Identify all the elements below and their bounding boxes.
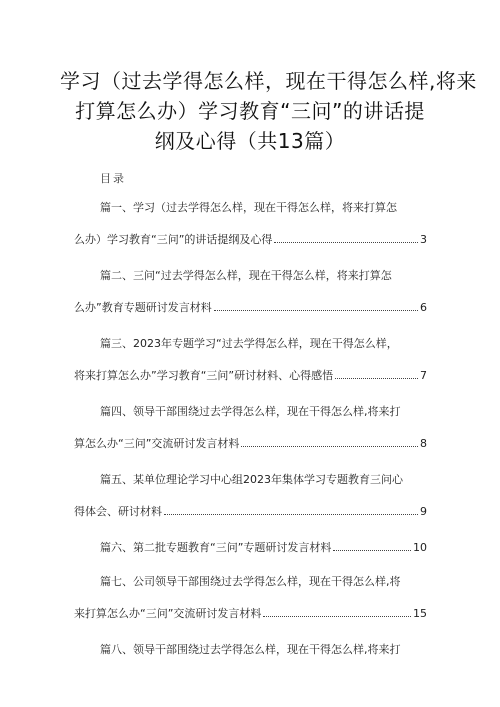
toc-page-number: 10 <box>413 541 427 554</box>
document-title <box>60 66 477 156</box>
toc-entry[interactable] <box>60 637 435 667</box>
title-line-3: 纲及心得（共13篇） <box>154 129 346 153</box>
toc-entry-title: 篇五、某单位理论学习中心组2023年集体学习专题教育三问心 <box>100 473 403 486</box>
dot-leader <box>335 377 418 379</box>
toc-page-number: 7 <box>420 369 427 382</box>
toc-entry[interactable] <box>60 535 435 569</box>
toc-entry[interactable] <box>60 331 435 399</box>
dot-leader <box>263 615 411 617</box>
toc-entry-title-continued: 么办）学习教育“三问”的讲话提纲及心得 <box>74 233 273 246</box>
dot-leader <box>274 241 418 243</box>
toc-entry[interactable] <box>60 399 435 467</box>
toc-entry[interactable] <box>60 263 435 331</box>
toc-entry-title-continued: 算怎么办“三问”交流研讨发言材料 <box>74 437 240 450</box>
dot-leader <box>164 513 418 515</box>
toc-entry[interactable] <box>60 195 435 263</box>
toc-entry-title: 篇三、2023年专题学习“过去学得怎么样，现在干得怎么样， <box>100 337 398 350</box>
toc-entry-title-continued: 来打算怎么办“三问”交流研讨发言材料 <box>74 607 262 620</box>
toc-entry-title: 篇二、三问“过去学得怎么样，现在干得怎么样，将来打算怎 <box>100 269 392 282</box>
toc-page-number: 8 <box>420 437 427 450</box>
toc-entry-title: 篇一、学习（过去学得怎么样，现在干得怎么样，将来打算怎 <box>100 201 397 214</box>
toc-heading: 目录 <box>100 172 126 185</box>
toc-entry[interactable] <box>60 569 435 637</box>
toc-entry-title-continued: 么办”教育专题研讨发言材料 <box>74 301 212 314</box>
table-of-contents <box>60 195 435 667</box>
toc-page-number: 15 <box>413 607 427 620</box>
toc-entry-title-continued: 将来打算怎么办”学习教育“三问”研讨材料、心得感悟 <box>74 369 334 382</box>
dot-leader <box>241 445 418 447</box>
toc-entry-title: 篇八、领导干部围绕过去学得怎么样，现在干得怎么样,将来打 <box>100 643 401 656</box>
toc-entry-title-continued: 得体会、研讨材料 <box>74 505 162 518</box>
toc-page-number: 3 <box>420 233 427 246</box>
title-line-1: 学习（过去学得怎么样，现在干得怎么样,将来 <box>60 69 477 93</box>
toc-entry-title: 篇七、公司领导干部围绕过去学得怎么样，现在干得怎么样,将 <box>100 575 401 588</box>
dot-leader <box>333 549 411 551</box>
title-line-2: 打算怎么办）学习教育“三问”的讲话提 <box>75 99 425 123</box>
toc-entry-title: 篇四、领导干部围绕过去学得怎么样，现在干得怎么样,将来打 <box>100 405 401 418</box>
toc-page-number: 6 <box>420 301 427 314</box>
toc-entry-title: 篇六、第二批专题教育“三问”专题研讨发言材料 <box>100 541 332 554</box>
toc-entry[interactable] <box>60 467 435 535</box>
toc-page-number: 9 <box>420 505 427 518</box>
dot-leader <box>214 309 418 311</box>
